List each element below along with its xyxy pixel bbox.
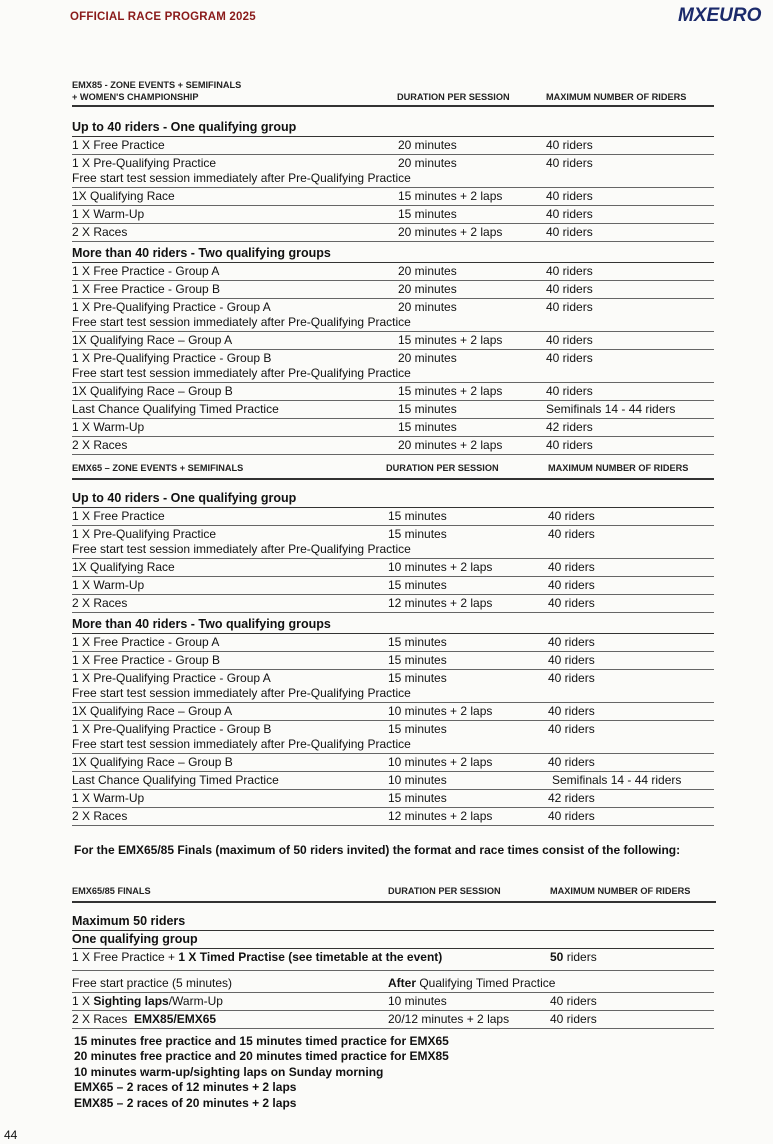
summary-line: EMX65 – 2 races of 12 minutes + 2 laps	[74, 1080, 297, 1095]
table-row: 1 X Pre-Qualifying Practice - Group A 20 minutes 40 riders Free start test session immediately after Pre-Qualifying Practice	[72, 299, 714, 332]
table-row: 1 X Free Practice + 1 X Timed Practise (see timetable at the event) 50 riders	[72, 949, 714, 971]
mxeuro-logo	[678, 3, 762, 26]
row-note: Free start test session immediately after Pre-Qualifying Practice	[72, 171, 411, 185]
page-number: 44	[4, 1128, 18, 1142]
finals-col-duration: DURATION PER SESSION	[388, 886, 501, 896]
table-row: 1X Qualifying Race – Group B 15 minutes + 2 laps 40 riders	[72, 383, 714, 401]
table-row: 1 X Warm-Up 15 minutes 40 riders	[72, 577, 714, 595]
table-row: 1 X Free Practice 15 minutes 40 riders	[72, 508, 714, 526]
emx85-group-one	[72, 119, 714, 242]
table-row: 1 X Warm-Up 15 minutes 40 riders	[72, 206, 714, 224]
emx85-col-duration: DURATION PER SESSION	[397, 92, 510, 102]
table-row: 2 X Races 20 minutes + 2 laps 40 riders	[72, 224, 714, 242]
table-row: 1X Qualifying Race – Group A 10 minutes + 2 laps 40 riders	[72, 703, 714, 721]
row-note: Free start test session immediately after Pre-Qualifying Practice	[72, 542, 411, 556]
finals-max-title: Maximum 50 riders	[72, 913, 714, 931]
emx65-col-duration: DURATION PER SESSION	[386, 463, 499, 473]
finals-col-max: MAXIMUM NUMBER OF RIDERS	[550, 886, 691, 896]
summary-line: 10 minutes warm-up/sighting laps on Sunday morning	[74, 1064, 384, 1079]
table-row: 1 X Free Practice - Group B 15 minutes 40 riders	[72, 652, 714, 670]
svg-text:MXEURO: MXEURO	[678, 5, 762, 26]
table-row: 1 X Free Practice - Group B 20 minutes 40 riders	[72, 281, 714, 299]
table-row: 1 X Pre-Qualifying Practice - Group A 15 minutes 40 riders Free start test session immediately after Pre-Qualifying Practice	[72, 670, 714, 703]
table-row: 2 X Races EMX85/EMX65 20/12 minutes + 2 laps 40 riders	[72, 1011, 714, 1029]
table-row: Last Chance Qualifying Timed Practice 10 minutes Semifinals 14 - 44 riders	[72, 772, 714, 790]
emx85-section-header	[72, 78, 714, 107]
finals-summary	[74, 1034, 449, 1111]
table-row: 1 X Warm-Up 15 minutes 42 riders	[72, 419, 714, 437]
finals-group-title: One qualifying group	[72, 931, 714, 949]
emx85-group-two	[72, 245, 714, 455]
table-row: 1 X Pre-Qualifying Practice - Group B 15 minutes 40 riders Free start test session immediately after Pre-Qualifying Practice	[72, 721, 714, 754]
table-row: 1X Qualifying Race 15 minutes + 2 laps 40 riders	[72, 188, 714, 206]
summary-line: 15 minutes free practice and 15 minutes timed practice for EMX65	[74, 1034, 449, 1048]
table-row: 1X Qualifying Race – Group B 10 minutes + 2 laps 40 riders	[72, 754, 714, 772]
emx85-group-two-title: More than 40 riders - Two qualifying groups	[72, 245, 714, 263]
table-row: 2 X Races 20 minutes + 2 laps 40 riders	[72, 437, 714, 455]
table-row: 2 X Races 12 minutes + 2 laps 40 riders	[72, 595, 714, 613]
table-row: 1 X Warm-Up 15 minutes 42 riders	[72, 790, 714, 808]
table-row: 1 X Sighting laps/Warm-Up 10 minutes 40 riders	[72, 993, 714, 1011]
summary-line: 20 minutes free practice and 20 minutes timed practice for EMX85	[74, 1049, 449, 1064]
table-row: 1 X Pre-Qualifying Practice - Group B 20 minutes 40 riders Free start test session immediately after Pre-Qualifying Practice	[72, 350, 714, 383]
emx85-title-line2: + WOMEN'S CHAMPIONSHIP	[72, 92, 199, 102]
emx85-group-one-title: Up to 40 riders - One qualifying group	[72, 119, 714, 137]
emx85-col-max: MAXIMUM NUMBER OF RIDERS	[546, 92, 687, 102]
emx65-group-one	[72, 490, 714, 613]
row-note: Free start test session immediately after Pre-Qualifying Practice	[72, 366, 411, 380]
table-row: 1X Qualifying Race 10 minutes + 2 laps 40 riders	[72, 559, 714, 577]
table-row: 1X Qualifying Race – Group A 15 minutes + 2 laps 40 riders	[72, 332, 714, 350]
program-title: OFFICIAL RACE PROGRAM 2025	[70, 11, 256, 23]
table-row: 1 X Pre-Qualifying Practice 15 minutes 40 riders Free start test session immediately after Pre-Qualifying Practice	[72, 526, 714, 559]
row-note: Free start test session immediately after Pre-Qualifying Practice	[72, 315, 411, 329]
emx65-group-two	[72, 616, 714, 826]
finals-title: EMX65/85 FINALS	[72, 886, 151, 896]
table-row: 1 X Pre-Qualifying Practice 20 minutes 40 riders Free start test session immediately after Pre-Qualifying Practice	[72, 155, 714, 188]
row-note: Free start test session immediately after Pre-Qualifying Practice	[72, 737, 411, 751]
table-row: 1 X Free Practice - Group A 20 minutes 40 riders	[72, 263, 714, 281]
finals-section-header	[72, 883, 716, 903]
table-row: 2 X Races 12 minutes + 2 laps 40 riders	[72, 808, 714, 826]
finals-intro: For the EMX65/85 Finals (maximum of 50 riders invited) the format and race times consist of the following:	[74, 843, 681, 857]
emx65-col-max: MAXIMUM NUMBER OF RIDERS	[548, 463, 689, 473]
table-row: 1 X Free Practice 20 minutes 40 riders	[72, 137, 714, 155]
row-note: Free start test session immediately after Pre-Qualifying Practice	[72, 686, 411, 700]
table-row: Last Chance Qualifying Timed Practice 15 minutes Semifinals 14 - 44 riders	[72, 401, 714, 419]
emx65-section-header	[72, 460, 714, 480]
emx65-title: EMX65 – ZONE EVENTS + SEMIFINALS	[72, 463, 244, 473]
emx65-group-two-title: More than 40 riders - Two qualifying groups	[72, 616, 714, 634]
summary-line: EMX85 – 2 races of 20 minutes + 2 laps	[74, 1095, 297, 1110]
table-row: Free start practice (5 minutes) After Qualifying Timed Practice	[72, 975, 714, 993]
emx85-title-line1: EMX85 - ZONE EVENTS + SEMIFINALS	[72, 80, 242, 90]
emx65-group-one-title: Up to 40 riders - One qualifying group	[72, 490, 714, 508]
finals-group	[72, 913, 714, 1029]
table-row: 1 X Free Practice - Group A 15 minutes 40 riders	[72, 634, 714, 652]
